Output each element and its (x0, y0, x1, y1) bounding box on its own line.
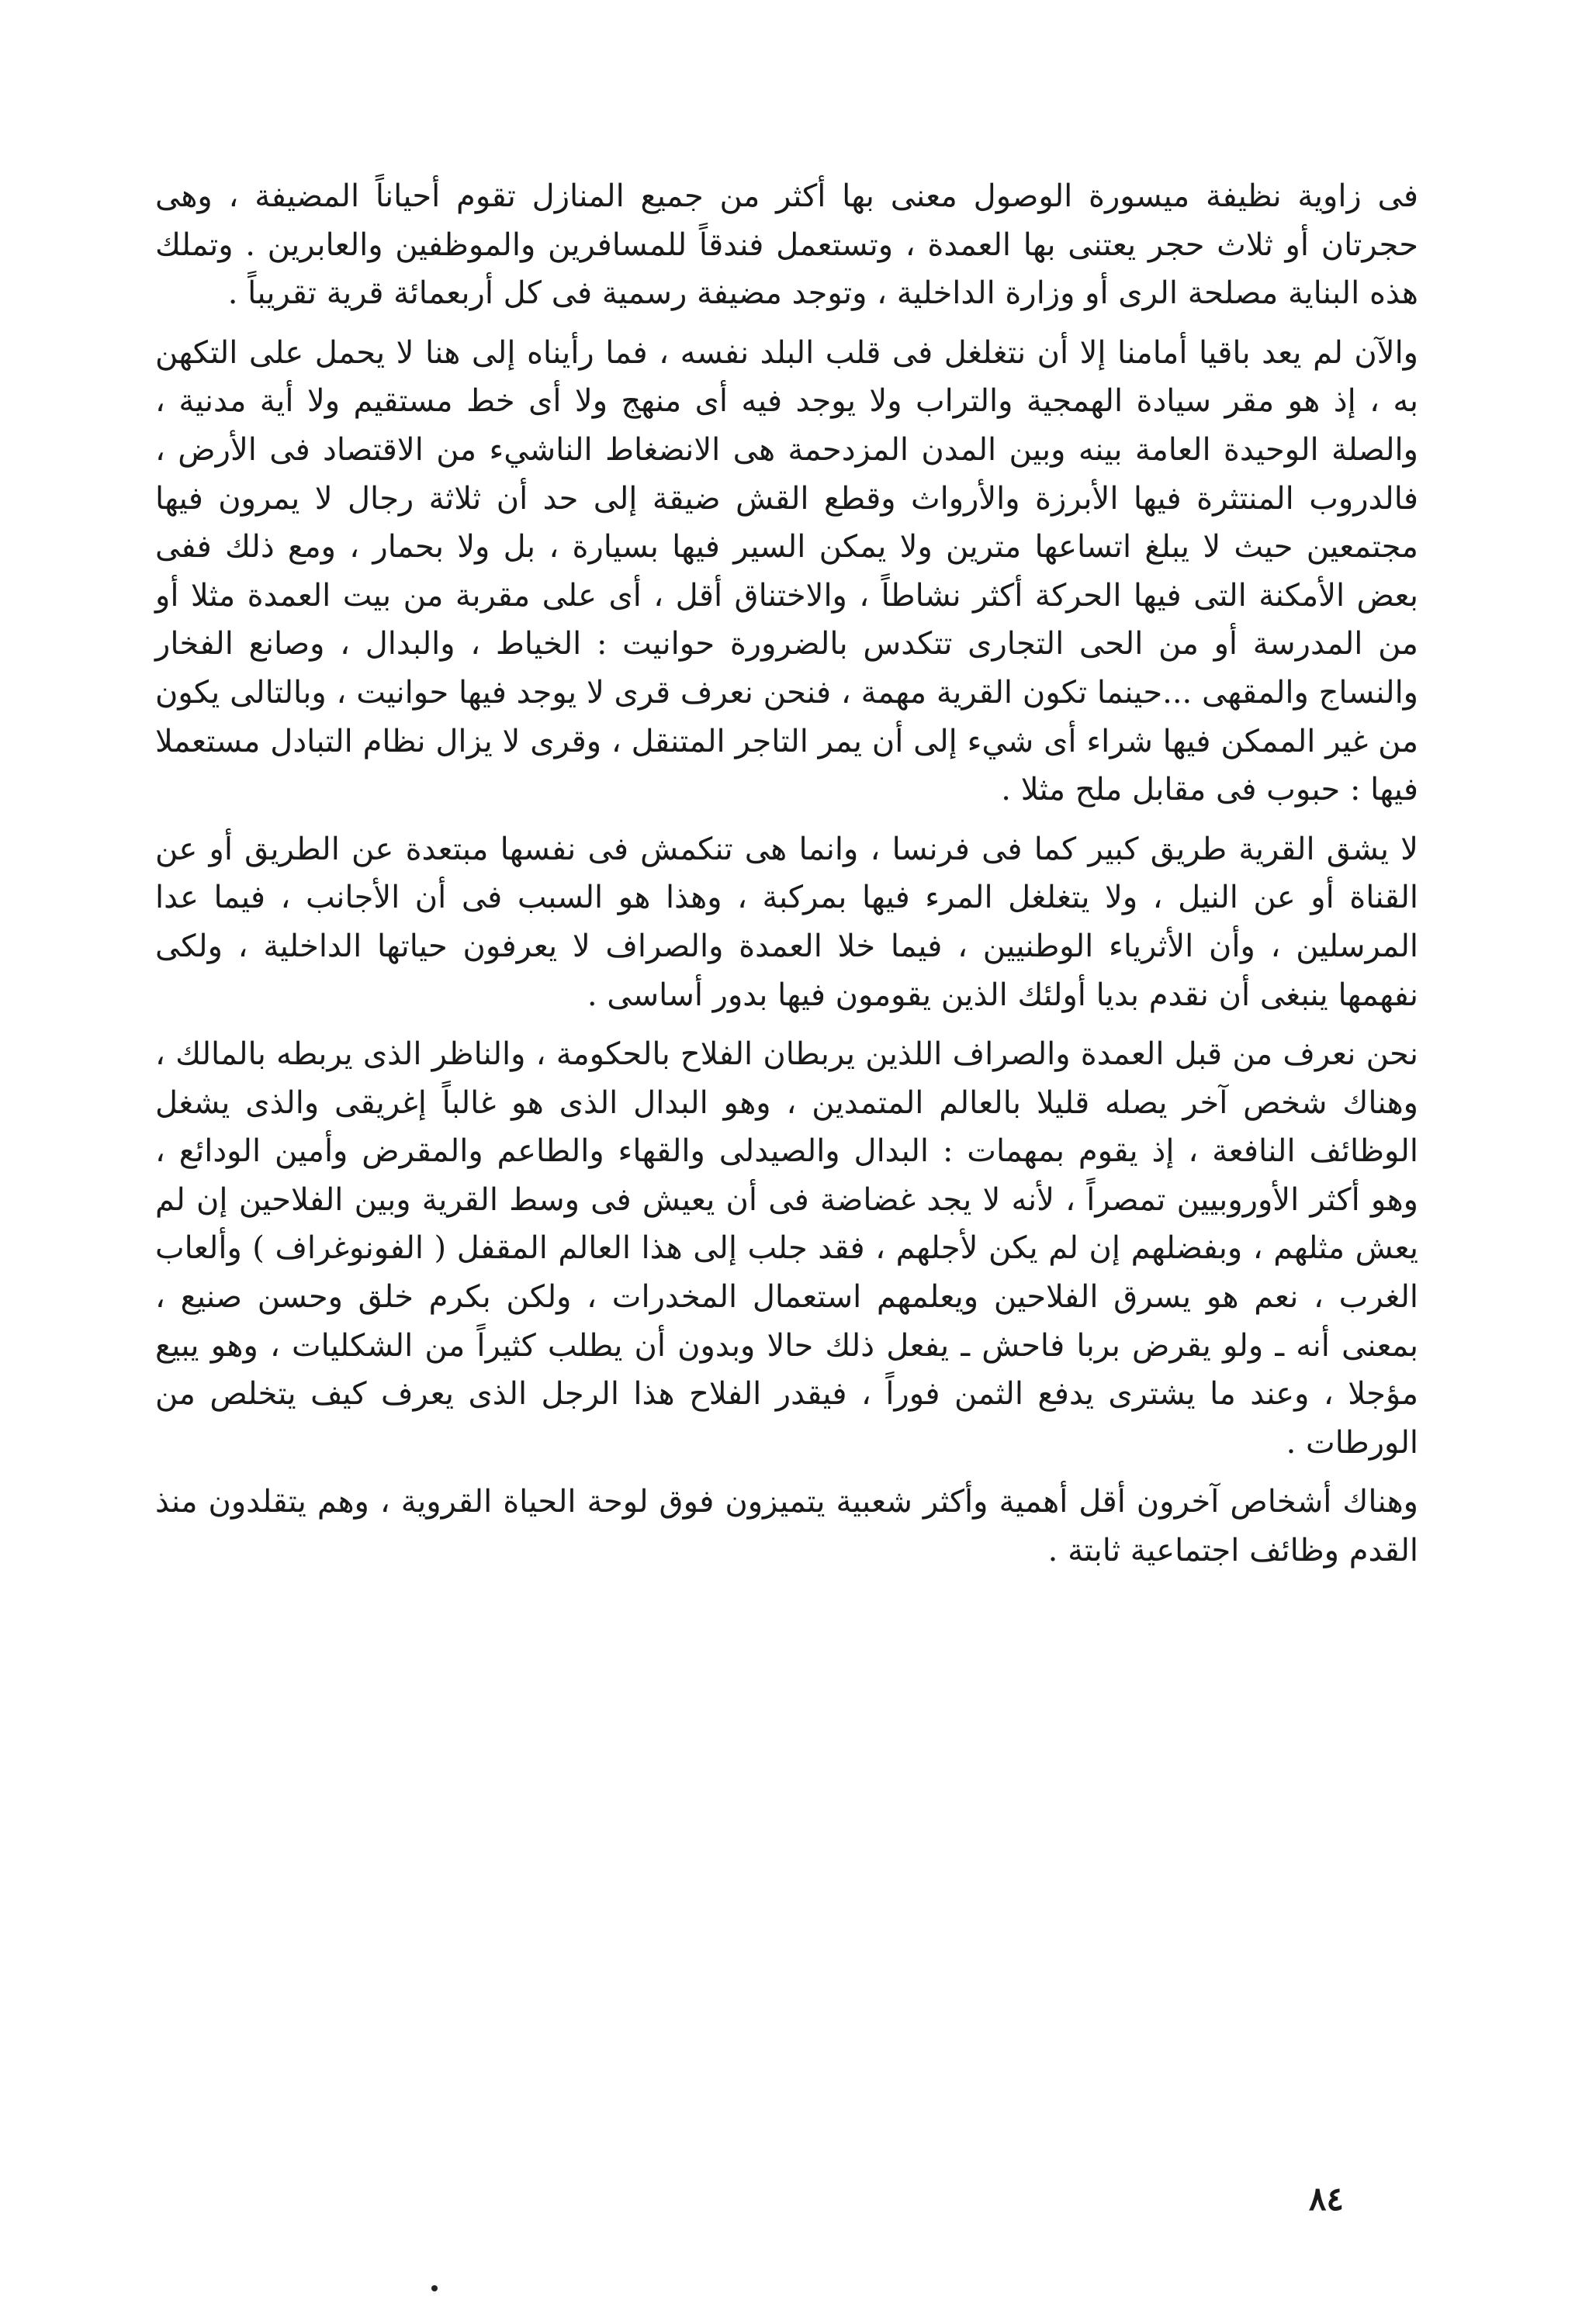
paragraph-2: والآن لم يعد باقيا أمامنا إلا أن نتغلغل فى قلب البلد نفسه ، فما رأيناه إلى هنا لا يحمل على التكهن به ، إذ هو مقر سيادة الهمجية والتراب ولا يوجد فيه أى منهج ولا أى خط مستقيم ولا أية مدنية ، والصلة الوحيدة العامة بينه وبين المدن المزدحمة هى الانضغاط الناشيء من الاقتصاد فى الأرض ، فالدروب المنتثرة فيها الأبرزة والأرواث وقطع القش ضيقة إلى حد أن ثلاثة رجال لا يمرون فيها مجتمعين حيث لا يبلغ اتساعها مترين ولا يمكن السير فيها بسيارة ، بل ولا بحمار ، ومع ذلك ففى بعض الأمكنة التى فيها الحركة أكثر نشاطاً ، والاختناق أقل ، أى على مقربة من بيت العمدة مثلا أو من المدرسة أو من الحى التجارى تتكدس بالضرورة حوانيت : الخياط ، والبدال ، وصانع الفخار والنساج والمقهى ...حينما تكون القرية مهمة ، فنحن نعرف قرى لا يوجد فيها حوانيت ، وبالتالى يكون من غير الممكن فيها شراء أى شيء إلى أن يمر التاجر المتنقل ، وقرى لا يزال نظام التبادل مستعملا فيها : حبوب فى مقابل ملح مثلا . (155, 334, 1418, 808)
body-text (155, 172, 1418, 1586)
paragraph-4: نحن نعرف من قبل العمدة والصراف اللذين يربطان الفلاح بالحكومة ، والناظر الذى يربطه بالمالك ، وهناك شخص آخر يصله قليلا بالعالم المتمدين ، وهو البدال الذى هو غالباً إغريقى والذى يشغل الوظائف النافعة ، إذ يقوم بمهمات : البدال والصيدلى والقهاء والطاعم والمقرض وأمين الودائع ، وهو أكثر الأوروبيين تمصراً ، لأنه لا يجد غضاضة فى أن يعيش فى وسط القرية وبين الفلاحين إن لم يعش مثلهم ، وبفضلهم إن لم يكن لأجلهم ، فقد جلب إلى هذا العالم المقفل ( الفونوغراف ) وألعاب الغرب ، نعم هو يسرق الفلاحين ويعلمهم استعمال المخدرات ، ولكن بكرم خلق وحسن صنيع ، بمعنى أنه ـ ولو يقرض بربا فاحش ـ يفعل ذلك حالا وبدون أن يطلب كثيراً من الشكليات ، وهو يبيع مؤجلا ، وعند ما يشترى يدفع الثمن فوراً ، فيقدر الفلاح هذا الرجل الذى يعرف كيف يتخلص من الورطات . (155, 1036, 1418, 1461)
paragraph-3: لا يشق القرية طريق كبير كما فى فرنسا ، وانما هى تنكمش فى نفسها مبتعدة عن الطريق أو عن القناة أو عن النيل ، ولا يتغلغل المرء فيها بمركبة ، وهذا هو السبب فى أن الأجانب ، فيما عدا المرسلين ، وأن الأثرياء الوطنيين ، فيما خلا العمدة والصراف لا يعرفون حياتها الداخلية ، ولكى نفهمها ينبغى أن نقدم بديا أولئك الذين يقومون فيها بدور أساسى . (155, 831, 1418, 1013)
paragraph-1: فى زاوية نظيفة ميسورة الوصول معنى بها أكثر من جميع المنازل تقوم أحياناً المضيفة ، وهى حجرتان أو ثلاث حجر يعتنى بها العمدة ، وتستعمل فندقاً للمسافرين والموظفين والعابرين . وتملك هذه البناية مصلحة الرى أو وزارة الداخلية ، وتوجد مضيفة رسمية فى كل أربعمائة قرية تقريباً . (155, 178, 1419, 312)
paragraph-5: وهناك أشخاص آخرون أقل أهمية وأكثر شعبية يتميزون فوق لوحة الحياة القروية ، وهم يتقلدون منذ القدم وظائف اجتماعية ثابتة . (155, 1484, 1418, 1569)
scan-speck (431, 2285, 438, 2291)
page-number: ٨٤ (1308, 2180, 1344, 2218)
